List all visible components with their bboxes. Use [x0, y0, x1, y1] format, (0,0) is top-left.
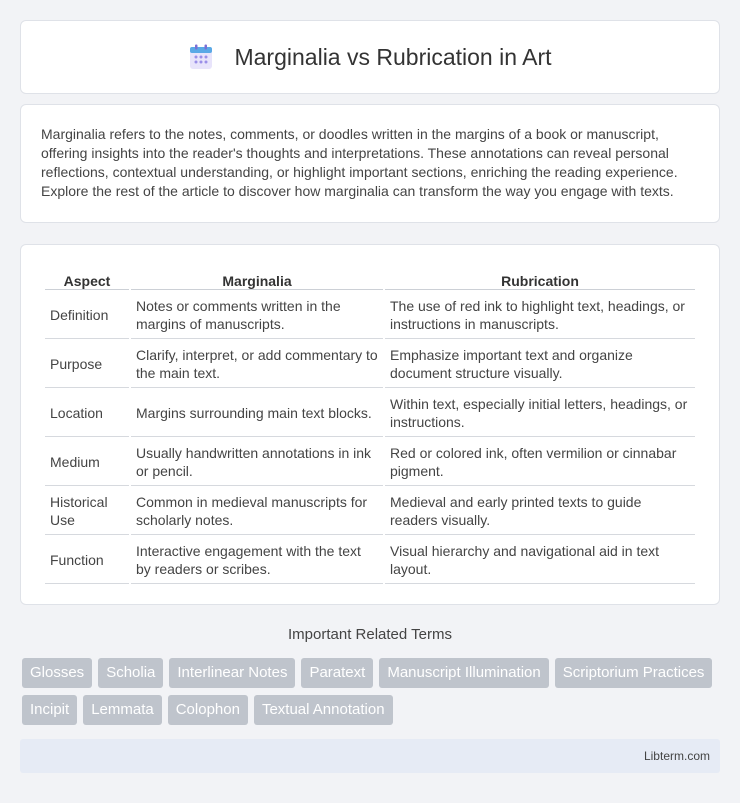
tag-textual-annotation[interactable]: Textual Annotation [254, 695, 393, 725]
marginalia-cell: Usually handwritten annotations in ink or pencil. [131, 439, 383, 486]
footer [20, 739, 720, 773]
table-row [45, 537, 695, 584]
table-row [45, 292, 695, 339]
rubrication-cell: Visual hierarchy and navigational aid in text layout. [385, 537, 695, 584]
intro-text: Marginalia refers to the notes, comments, or doodles written in the margins of a book or manuscript, offering insights into the reader's thoughts and interpretations. These annotations can reveal personal reflections, contextual understanding, or highlight important sections, enriching the reading experience. Explore the rest of the article to discover how marginalia can transform the way you engage with texts. [41, 126, 678, 199]
rubrication-cell: The use of red ink to highlight text, headings, or instructions in manuscripts. [385, 292, 695, 339]
table-row [45, 488, 695, 535]
header-marginalia: Marginalia [131, 267, 383, 290]
tag-lemmata[interactable]: Lemmata [83, 695, 162, 725]
footer-brand-link[interactable]: Libterm.com [643, 749, 710, 763]
header-aspect: Aspect [45, 267, 129, 290]
intro-card [20, 104, 720, 223]
page-title: Marginalia vs Rubrication in Art [234, 43, 552, 70]
marginalia-cell: Margins surrounding main text blocks. [131, 390, 383, 437]
table-header-row [45, 267, 695, 290]
rubrication-cell: Within text, especially initial letters, headings, or instructions. [385, 390, 695, 437]
tag-glosses[interactable]: Glosses [22, 658, 92, 688]
title-card [20, 20, 720, 94]
comparison-table [43, 265, 697, 586]
aspect-cell: Location [45, 390, 129, 437]
table-row [45, 439, 695, 486]
aspect-cell: Historical Use [45, 488, 129, 535]
calendar-grid-icon [188, 44, 214, 70]
comparison-table-card [20, 244, 720, 605]
tag-scholia[interactable]: Scholia [98, 658, 163, 688]
related-terms-title: Important Related Terms [288, 626, 452, 643]
table-row [45, 390, 695, 437]
rubrication-cell: Red or colored ink, often vermilion or cinnabar pigment. [385, 439, 695, 486]
related-tags [22, 658, 722, 725]
aspect-cell: Medium [45, 439, 129, 486]
tag-incipit[interactable]: Incipit [22, 695, 77, 725]
tag-manuscript-illumination[interactable]: Manuscript Illumination [379, 658, 548, 688]
table-row [45, 341, 695, 388]
tag-colophon[interactable]: Colophon [168, 695, 248, 725]
aspect-cell: Definition [45, 292, 129, 339]
aspect-cell: Function [45, 537, 129, 584]
tag-scriptorium-practices[interactable]: Scriptorium Practices [555, 658, 713, 688]
marginalia-cell: Notes or comments written in the margins of manuscripts. [131, 292, 383, 339]
aspect-cell: Purpose [45, 341, 129, 388]
rubrication-cell: Emphasize important text and organize document structure visually. [385, 341, 695, 388]
marginalia-cell: Common in medieval manuscripts for scholarly notes. [131, 488, 383, 535]
marginalia-cell: Interactive engagement with the text by readers or scribes. [131, 537, 383, 584]
header-rubrication: Rubrication [385, 267, 695, 290]
tag-paratext[interactable]: Paratext [301, 658, 373, 688]
rubrication-cell: Medieval and early printed texts to guide readers visually. [385, 488, 695, 535]
tag-interlinear-notes[interactable]: Interlinear Notes [169, 658, 295, 688]
marginalia-cell: Clarify, interpret, or add commentary to the main text. [131, 341, 383, 388]
